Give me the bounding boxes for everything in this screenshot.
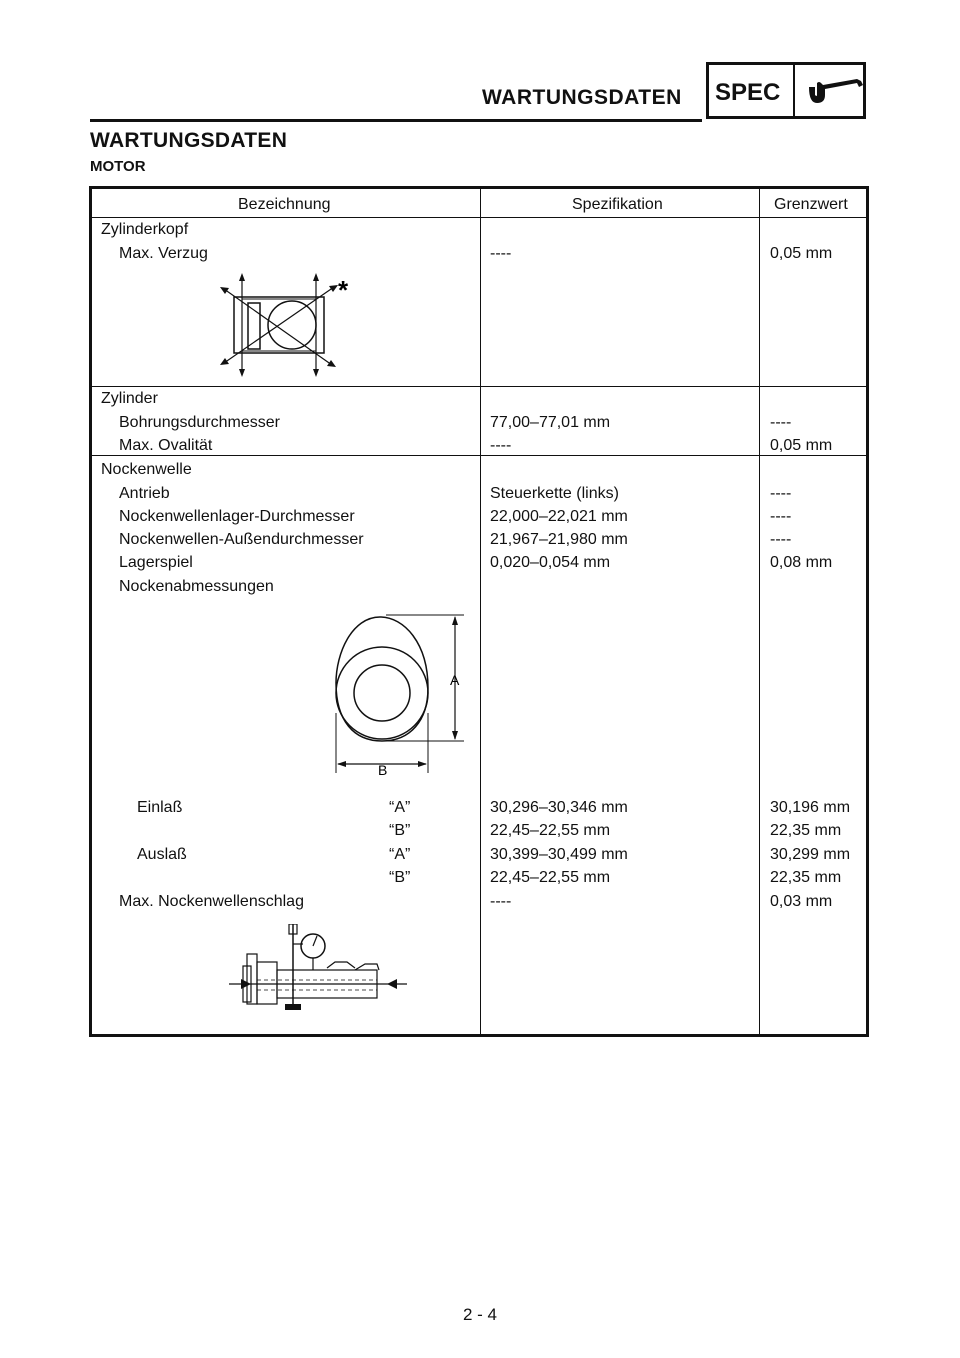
group-label: Nockenwelle xyxy=(101,461,192,478)
row-label: Lagerspiel xyxy=(119,554,193,571)
spec-badge-label: SPEC xyxy=(715,79,781,106)
cylinder-head-diagram xyxy=(212,269,372,379)
row-label: Max. Verzug xyxy=(119,245,208,262)
row-limit: 22,35 mm xyxy=(770,869,842,886)
row-spec: 22,45–22,55 mm xyxy=(490,869,611,886)
spec-badge xyxy=(706,62,866,119)
row-marker: “A” xyxy=(389,799,411,816)
wrench-icon xyxy=(803,73,865,113)
header-limit: Grenzwert xyxy=(774,196,848,213)
row-marker: “A” xyxy=(389,846,411,863)
row-spec: 0,020–0,054 mm xyxy=(490,554,611,571)
group-label: Zylinder xyxy=(101,390,158,407)
header-spec: Spezifikation xyxy=(572,196,663,213)
row-label: Nockenwellenlager-Durchmesser xyxy=(119,508,355,525)
row-limit: ---- xyxy=(770,485,792,502)
spec-table xyxy=(89,186,869,1037)
row-spec: 22,000–22,021 mm xyxy=(490,508,628,525)
page-title: WARTUNGSDATEN xyxy=(90,129,288,152)
diagram-asterisk: * xyxy=(338,275,349,305)
row-label: Nockenabmessungen xyxy=(119,578,274,595)
page-number: 2 - 4 xyxy=(462,1305,498,1324)
header-title: WARTUNGSDATEN xyxy=(482,86,682,109)
col-divider xyxy=(480,189,481,1034)
row-divider xyxy=(92,217,866,218)
header-rule xyxy=(90,119,702,122)
row-spec: ---- xyxy=(490,893,512,910)
section-title: MOTOR xyxy=(90,158,146,175)
row-marker: “B” xyxy=(389,822,411,839)
row-spec: ---- xyxy=(490,437,512,454)
row-limit: 22,35 mm xyxy=(770,822,842,839)
row-spec: 30,296–30,346 mm xyxy=(490,799,628,816)
group-label: Zylinderkopf xyxy=(101,221,189,238)
row-spec: 77,00–77,01 mm xyxy=(490,414,611,431)
row-limit: ---- xyxy=(770,531,792,548)
row-divider xyxy=(92,386,866,387)
header-name: Bezeichnung xyxy=(238,196,331,213)
row-limit: 0,08 mm xyxy=(770,554,833,571)
row-limit: 30,299 mm xyxy=(770,846,851,863)
row-spec: 21,967–21,980 mm xyxy=(490,531,628,548)
col-divider xyxy=(759,189,760,1034)
cam-lobe-diagram xyxy=(322,603,472,778)
row-label: Einlaß xyxy=(137,799,183,816)
spec-badge-divider xyxy=(793,65,795,116)
row-limit: 0,05 mm xyxy=(770,245,833,262)
row-label: Max. Ovalität xyxy=(119,437,213,454)
row-limit: 0,05 mm xyxy=(770,437,833,454)
camshaft-runout-diagram xyxy=(227,924,412,1029)
dim-b-label: B xyxy=(378,762,388,778)
row-limit: 30,196 mm xyxy=(770,799,851,816)
row-spec: Steuerkette (links) xyxy=(490,485,619,502)
row-marker: “B” xyxy=(389,869,411,886)
row-divider xyxy=(92,455,866,456)
row-spec: 30,399–30,499 mm xyxy=(490,846,628,863)
row-limit: 0,03 mm xyxy=(770,893,833,910)
row-label: Max. Nockenwellenschlag xyxy=(119,893,304,910)
row-label: Nockenwellen-Außendurchmesser xyxy=(119,531,364,548)
row-limit: ---- xyxy=(770,508,792,525)
dim-a-label: A xyxy=(450,672,460,688)
row-label: Antrieb xyxy=(119,485,170,502)
row-limit: ---- xyxy=(770,414,792,431)
row-spec: 22,45–22,55 mm xyxy=(490,822,611,839)
row-label: Bohrungsdurchmesser xyxy=(119,414,280,431)
row-spec: ---- xyxy=(490,245,512,262)
row-label: Auslaß xyxy=(137,846,187,863)
